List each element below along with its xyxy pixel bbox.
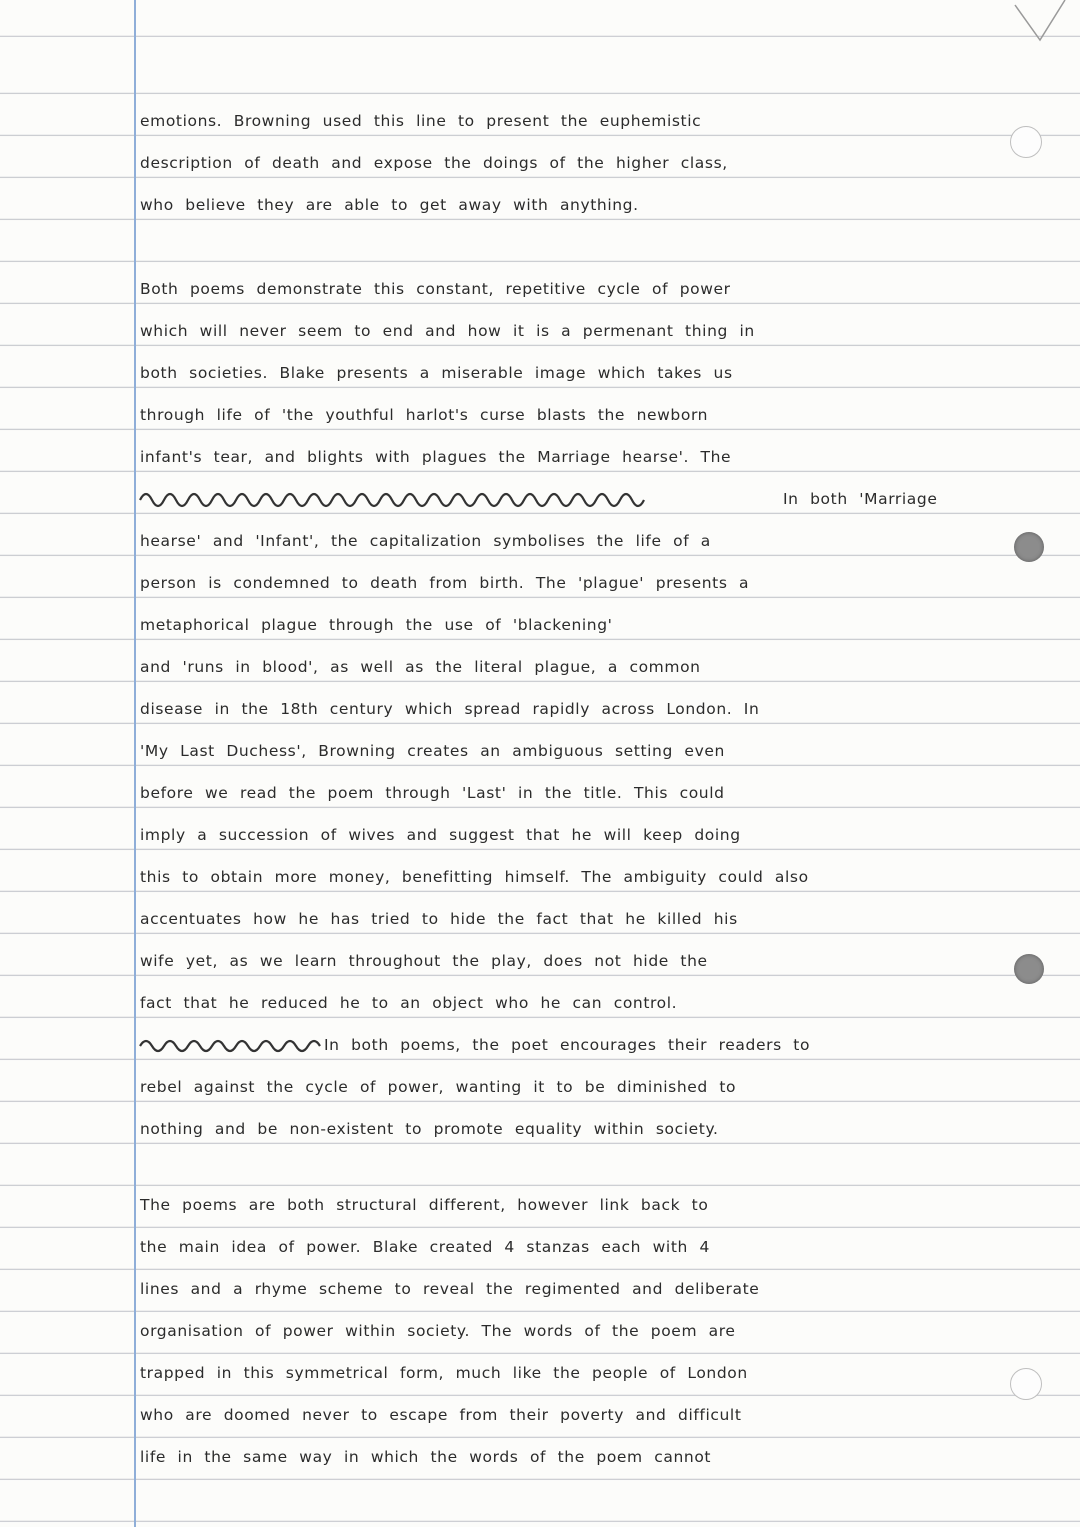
text-line: before we read the poem through 'Last' in the title. This could bbox=[140, 784, 725, 802]
corner-crease bbox=[1010, 0, 1070, 60]
text-line: Both poems demonstrate this constant, repetitive cycle of power bbox=[140, 280, 731, 298]
text-line: person is condemned to death from birth. The 'plague' presents a bbox=[140, 574, 750, 592]
text-line: lines and a rhyme scheme to reveal the regimented and deliberate bbox=[140, 1280, 760, 1298]
margin-line bbox=[134, 0, 136, 1527]
text-line: organisation of power within society. The words of the poem are bbox=[140, 1322, 736, 1340]
text-line: infant's tear, and blights with plagues the Marriage hearse'. The bbox=[140, 448, 732, 466]
paragraph-2 bbox=[138, 268, 1048, 1150]
text-line: both societies. Blake presents a miserable image which takes us bbox=[140, 364, 733, 382]
text-line bbox=[138, 478, 1048, 520]
text-line: life in the same way in which the words of the poem cannot bbox=[140, 1448, 712, 1466]
paragraph-1 bbox=[138, 100, 1048, 226]
text-line: fact that he reduced he to an object who he can control. bbox=[140, 994, 678, 1012]
text-line: imply a succession of wives and suggest that he will keep doing bbox=[140, 826, 741, 844]
text-line: the main idea of power. Blake created 4 stanzas each with 4 bbox=[140, 1238, 710, 1256]
text-line: trapped in this symmetrical form, much like the people of London bbox=[140, 1364, 748, 1382]
text-line: 'My Last Duchess', Browning creates an ambiguous setting even bbox=[140, 742, 725, 760]
text-line: this to obtain more money, benefitting himself. The ambiguity could also bbox=[140, 868, 809, 886]
paragraph-3 bbox=[138, 1184, 1048, 1478]
text-line bbox=[138, 1024, 1048, 1066]
text-line: nothing and be non-existent to promote equality within society. bbox=[140, 1120, 719, 1138]
text-line: accentuates how he has tried to hide the fact that he killed his bbox=[140, 910, 738, 928]
crossed-out-scribble bbox=[138, 478, 658, 520]
text-line: who believe they are able to get away with anything. bbox=[140, 196, 639, 214]
text-line: metaphorical plague through the use of 'blackening' bbox=[140, 616, 613, 634]
text-line: who are doomed never to escape from their poverty and difficult bbox=[140, 1406, 742, 1424]
text-line: The poems are both structural different, however link back to bbox=[140, 1196, 709, 1214]
text-line: which will never seem to end and how it is a permenant thing in bbox=[140, 322, 755, 340]
text-line: description of death and expose the doings of the higher class, bbox=[140, 154, 728, 172]
text-line: wife yet, as we learn throughout the play, does not hide the bbox=[140, 952, 708, 970]
text-line: through life of 'the youthful harlot's curse blasts the newborn bbox=[140, 406, 709, 424]
text-line: emotions. Browning used this line to present the euphemistic bbox=[140, 112, 702, 130]
text-line-end: In both 'Marriage bbox=[783, 490, 938, 508]
text-line: hearse' and 'Infant', the capitalization symbolises the life of a bbox=[140, 532, 711, 550]
crossed-out-scribble bbox=[138, 1024, 328, 1066]
text-line-end: In both poems, the poet encourages their readers to bbox=[324, 1036, 811, 1054]
text-line: rebel against the cycle of power, wanting it to be diminished to bbox=[140, 1078, 737, 1096]
text-line: and 'runs in blood', as well as the literal plague, a common bbox=[140, 658, 701, 676]
text-line: disease in the 18th century which spread rapidly across London. In bbox=[140, 700, 760, 718]
